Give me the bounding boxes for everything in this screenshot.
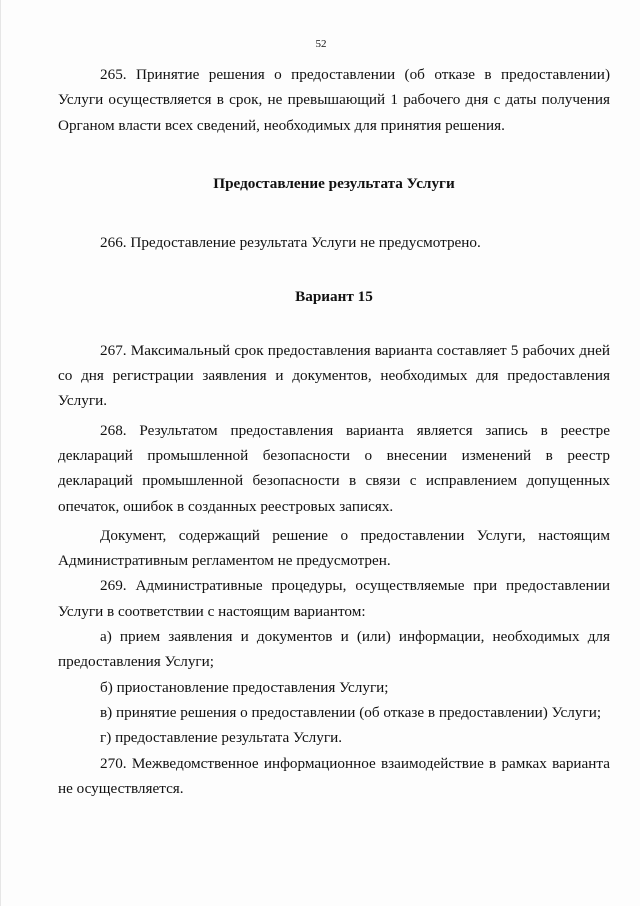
paragraph-265: 265. Принятие решения о предоставлении (об отказе в предоставлении) Услуги осуществляется в срок, не превышающий 1 рабочего дня с даты получения Органом власти всех сведений, необходимых для принятия решения. [58,66,610,134]
paragraph-268-document: Документ, содержащий решение о предоставлении Услуги, настоящим Административным регламентом не предусмотрен. [58,526,610,570]
paragraph-269: 269. Административные процедуры, осуществляемые при предоставлении Услуги в соответствии с настоящим вариантом: [58,577,610,620]
document-body [58,62,610,801]
paragraph-266: 266. Предоставление результата Услуги не предусмотрено. [100,234,481,252]
section-heading-variant-15: Вариант 15 [295,288,373,306]
list-item-269-b: б) приостановление предоставления Услуги; [100,678,389,696]
list-item-269-d: г) предоставление результата Услуги. [100,729,343,747]
paragraph-268: 268. Результатом предоставления варианта является запись в реестре деклараций промышленной безопасности о внесении изменений в реестр деклараций промышленной безопасности в связи с исправлением допущенных опечаток, ошибок в созданных реестровых записях. [58,421,610,515]
page-number: 52 [315,38,327,50]
list-item-269-c: в) принятие решения о предоставлении (об отказе в предоставлении) Услуги; [100,703,602,721]
paragraph-270: 270. Межведомственное информационное взаимодействие в рамках варианта не осуществляется. [58,754,610,797]
list-item-269-a: а) прием заявления и документов и (или) информации, необходимых для предоставления Услуги; [58,628,610,671]
paragraph-267: 267. Максимальный срок предоставления варианта составляет 5 рабочих дней со дня регистрации заявления и документов, необходимых для предоставления Услуги. [58,341,610,410]
section-heading-result: Предоставление результата Услуги [213,174,455,192]
